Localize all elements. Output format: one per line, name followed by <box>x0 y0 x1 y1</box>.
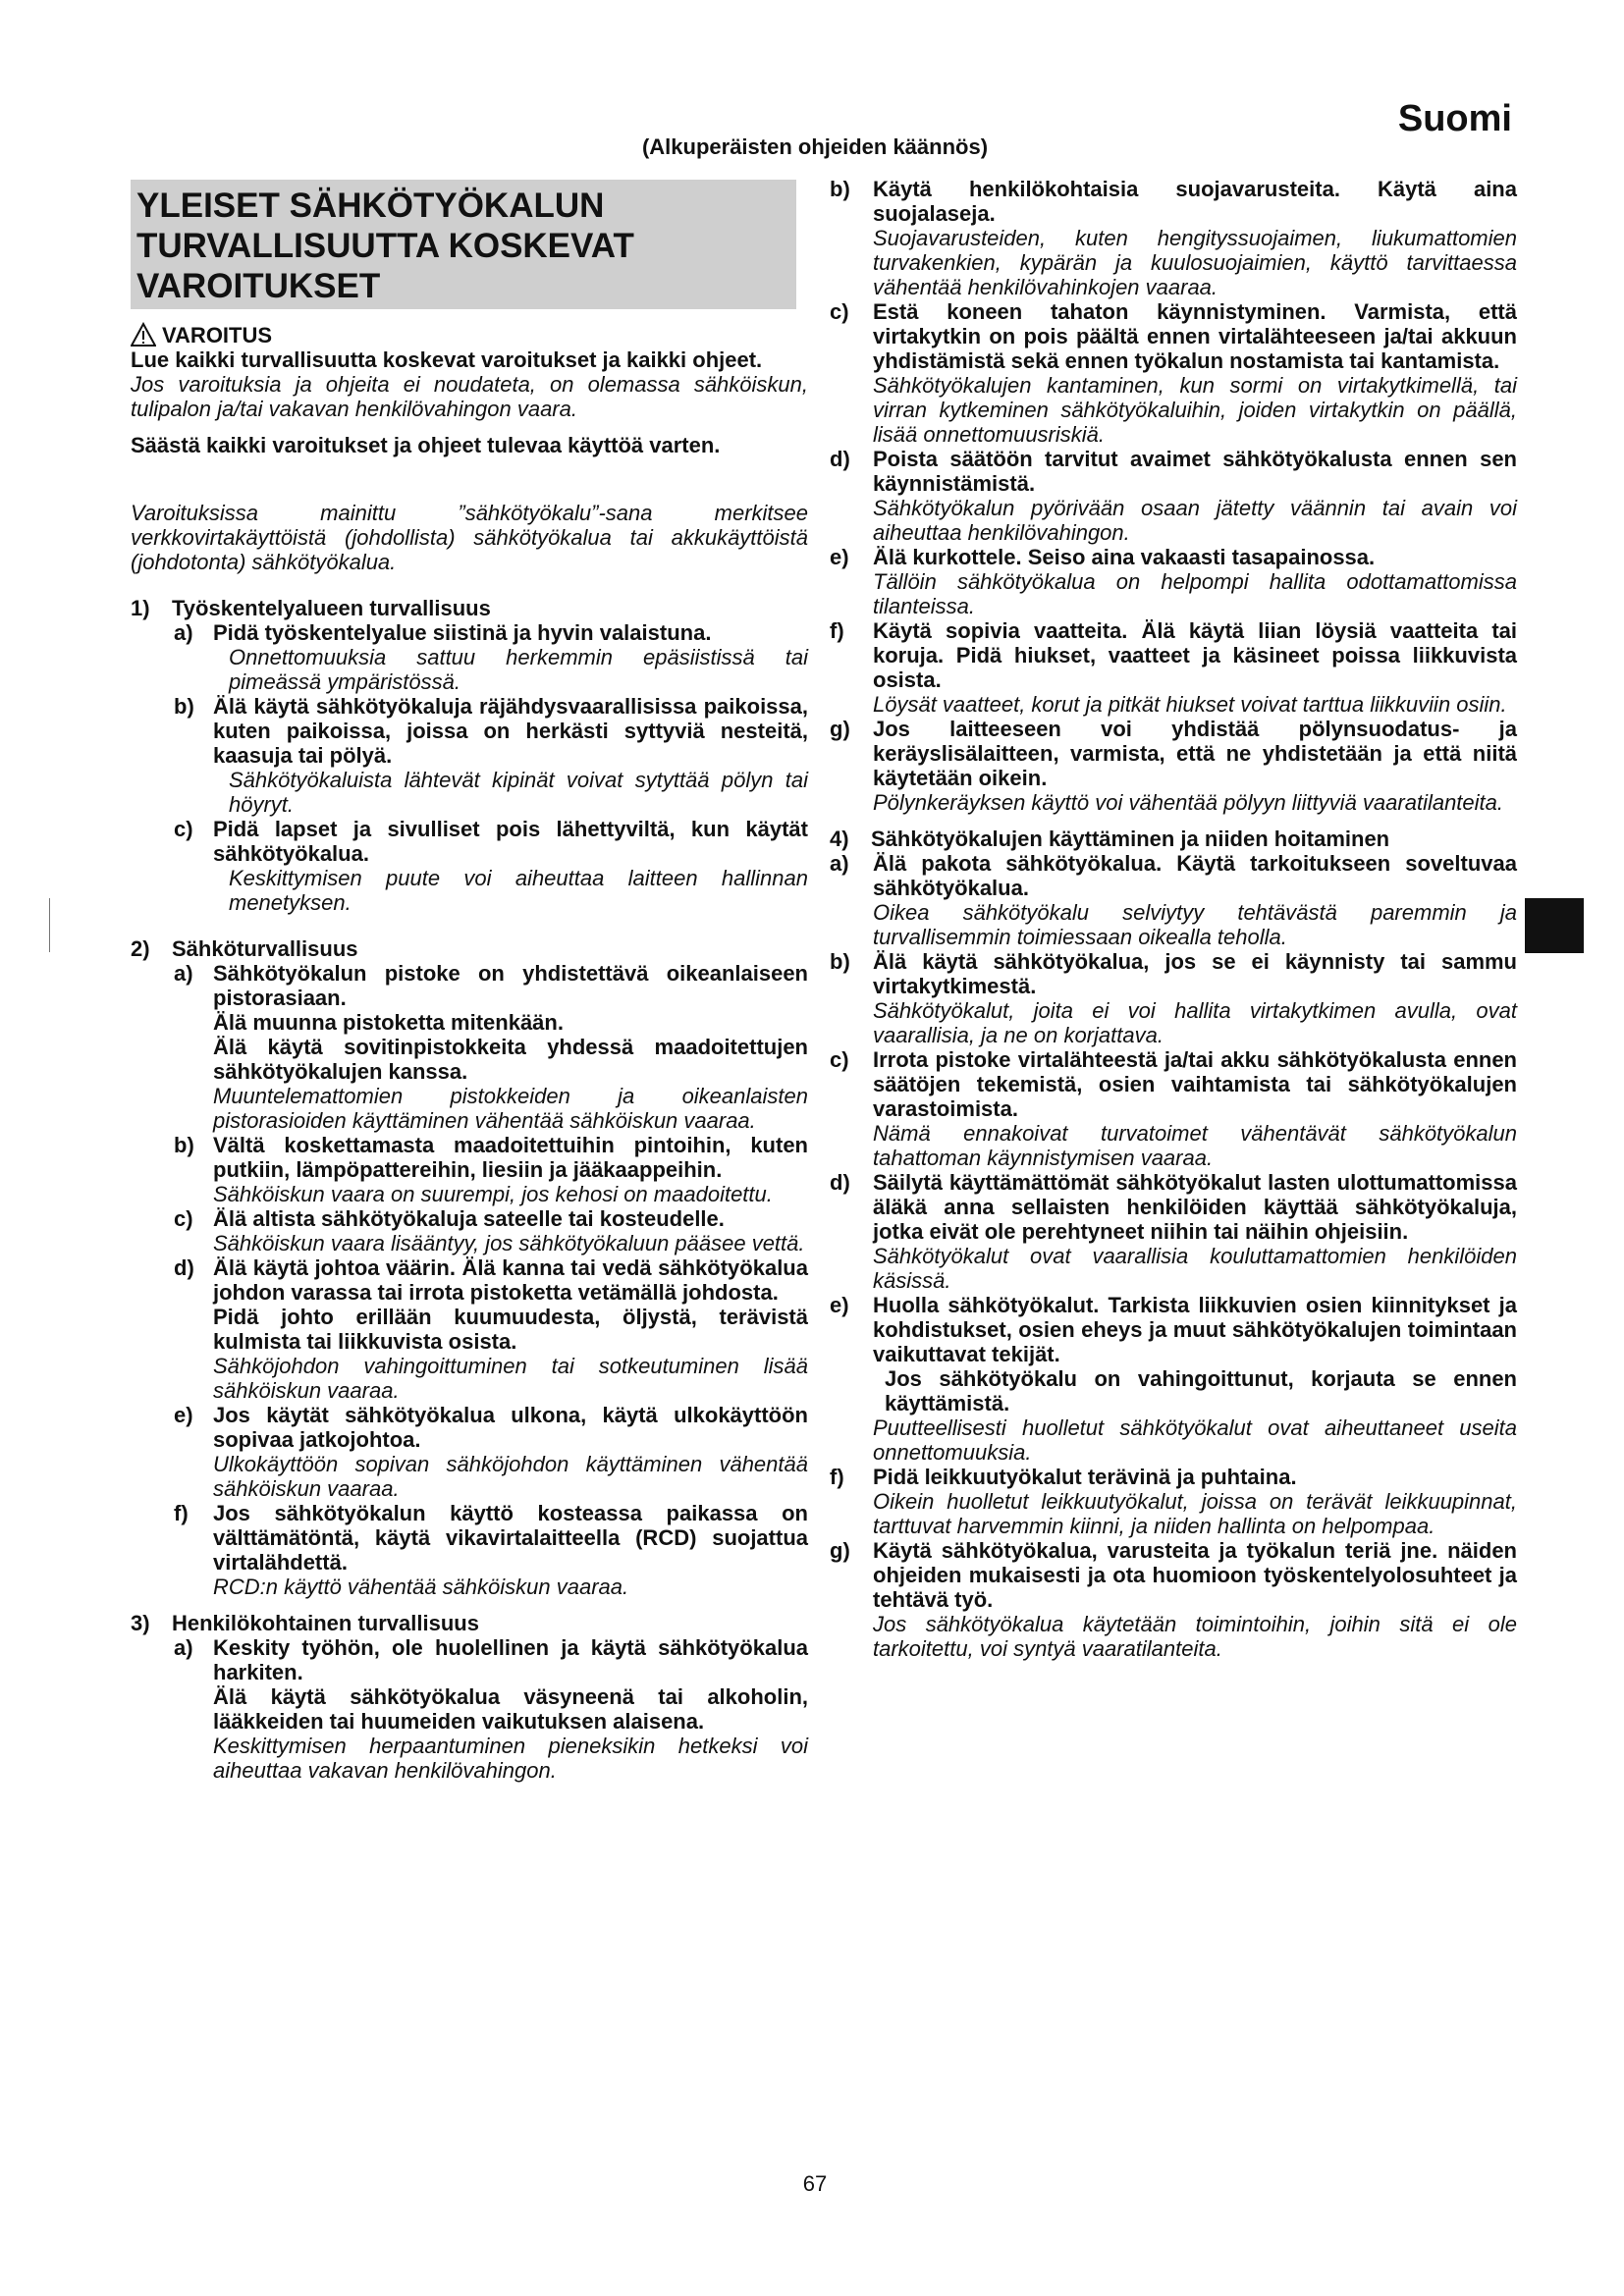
save-instruction: Säästä kaikki varoitukset ja ohjeet tulevaa käyttöä varten. <box>131 433 721 457</box>
item-text: Poista säätöön tarvitut avaimet sähkötyökalusta ennen sen käynnistämistä. <box>873 447 1517 496</box>
item-note: Sähkötyökalut, joita ei voi hallita virtakytkimen avulla, ovat vaarallisia, ja ne on korjattava. <box>873 998 1517 1047</box>
item-note: Sähkötyökalut ovat vaarallisia kouluttamattomien henkilöiden käsissä. <box>873 1244 1517 1293</box>
item-label: c) <box>830 1047 849 1072</box>
list-item <box>830 1293 1517 1366</box>
item-note: Oikea sähkötyökalu selviytyy tehtävästä paremmin ja turvallisemmin toimiessaan oikealla teholla. <box>873 900 1517 949</box>
item-label: g) <box>830 717 850 741</box>
item-text: Käytä henkilökohtaisia suojavarusteita. Käytä aina suojalaseja. <box>873 177 1517 226</box>
item-label: c) <box>830 299 849 324</box>
item-text: Pidä työskentelyalue siistinä ja hyvin valaistuna. <box>213 620 712 645</box>
list-item <box>830 545 1517 618</box>
list-item <box>830 1047 1517 1170</box>
item-label: e) <box>174 1403 193 1427</box>
item-note: Pölynkeräyksen käyttö voi vähentää pölyyn liittyviä vaaratilanteita. <box>873 790 1504 815</box>
section-title: Sähköturvallisuus <box>172 936 358 961</box>
list-item <box>131 1403 808 1501</box>
item-label: a) <box>174 620 193 645</box>
item-text: Älä kurkottele. Seiso aina vakaasti tasapainossa. <box>873 545 1376 569</box>
list-item <box>131 1501 808 1599</box>
item-note: Puutteellisesti huolletut sähkötyökalut ovat aiheuttaneet useita onnettomuuksia. <box>873 1415 1517 1465</box>
item-text: Älä käytä sähkötyökalua väsyneenä tai alkoholin, lääkkeiden tai huumeiden vaikutuksen alaisena. <box>213 1684 808 1734</box>
list-item <box>830 1465 1517 1538</box>
item-note: Keskittymisen puute voi aiheuttaa laitteen hallinnan menetyksen. <box>229 866 808 915</box>
item-label: e) <box>830 545 849 569</box>
margin-line <box>49 898 50 952</box>
item-note: Sähkötyökalujen kantaminen, kun sormi on virtakytkimellä, tai virran kytkeminen sähkötyökaluihin, joiden virtakytkin on päällä, lisää onnettomuusriskiä. <box>873 373 1517 447</box>
section-heading <box>131 596 808 620</box>
section-number: 3) <box>131 1611 150 1635</box>
item-label: c) <box>174 817 193 841</box>
item-note: Sähköiskun vaara lisääntyy, jos sähkötyökaluun pääsee vettä. <box>213 1231 805 1255</box>
item-label: a) <box>174 961 193 986</box>
item-text: Käytä sähkötyökalua, varusteita ja työkalun teriä jne. näiden ohjeiden mukaisesti ja ota huomioon työskentelyolosuhteet ja tehtävä työ. <box>873 1538 1517 1612</box>
left-column <box>131 322 808 1783</box>
list-item <box>830 1170 1517 1293</box>
read-all-note: Jos varoituksia ja ohjeita ei noudateta, on olemassa sähköiskun, tulipalon ja/tai vakavan henkilövahingon vaara. <box>131 372 808 421</box>
item-text: Älä pakota sähkötyökalua. Käytä tarkoitukseen soveltuvaa sähkötyökalua. <box>873 851 1517 900</box>
list-item <box>830 447 1517 545</box>
item-note: Sähköjohdon vahingoittuminen tai sotkeutuminen lisää sähköiskun vaaraa. <box>213 1354 808 1403</box>
item-text: Estä koneen tahaton käynnistyminen. Varmista, että virtakytkin on pois päältä ennen virtalähteeseen ja/tai akkuun yhdistämistä sekä ennen työkalun nostamista tai kantamista. <box>873 299 1517 373</box>
item-text: Jos käytät sähkötyökalua ulkona, käytä ulkokäyttöön sopivaa jatkojohtoa. <box>213 1403 808 1452</box>
item-text: Säilytä käyttämättömät sähkötyökalut lasten ulottumattomissa äläkä anna sellaisten henkilöiden käyttää sähkötyökaluja, jotka eivät ole perehtyneet niihin tai näihin ohjeisiin. <box>873 1170 1517 1244</box>
list-item <box>131 1255 808 1403</box>
item-text: Pidä leikkuutyökalut terävinä ja puhtaina. <box>873 1465 1297 1489</box>
item-text: Käytä sopivia vaatteita. Älä käytä liian löysiä vaatteita tai koruja. Pidä hiukset, vaatteet ja käsineet poissa liikkuvista osista. <box>873 618 1517 692</box>
warning-triangle-icon <box>131 322 156 347</box>
item-label: b) <box>174 1133 194 1157</box>
right-column <box>830 177 1517 1661</box>
list-item <box>131 1635 808 1734</box>
item-label: b) <box>830 177 850 201</box>
item-text: Huolla sähkötyökalut. Tarkista liikkuvien osien kiinnitykset ja kohdistukset, osien eheys ja muut sähkötyökalujen toimintaan vaikuttavat tekijät. <box>873 1293 1517 1366</box>
item-label: a) <box>174 1635 193 1660</box>
item-text: Jos laitteeseen voi yhdistää pölynsuodatus- ja keräyslisälaitteen, varmista, että ne yhdistetään ja että niitä käytetään oikein. <box>873 717 1517 790</box>
list-item <box>131 1206 808 1255</box>
item-note: Nämä ennakoivat turvatoimet vähentävät sähkötyökalun tahattoman käynnistymisen vaaraa. <box>873 1121 1517 1170</box>
item-note: Sähkötyökaluista lähtevät kipinät voivat sytyttää pölyn tai höyryt. <box>229 768 808 817</box>
title-line: TURVALLISUUTTA KOSKEVAT <box>136 227 634 265</box>
item-note: Ulkokäyttöön sopivan sähköjohdon käyttäminen vähentää sähköiskun vaaraa. <box>213 1452 808 1501</box>
translation-note: (Alkuperäisten ohjeiden käännös) <box>641 134 989 159</box>
title-box <box>131 180 796 309</box>
item-text: Älä käytä sähkötyökaluja räjähdysvaarallisissa paikoissa, kuten paikoissa, joissa on herkästi syttyviä nesteitä, kaasuja tai pölyä. <box>213 694 808 768</box>
item-note: RCD:n käyttö vähentää sähköiskun vaaraa. <box>213 1575 629 1599</box>
item-label: g) <box>830 1538 850 1563</box>
item-text: Sähkötyökalun pistoke on yhdistettävä oikeanlaiseen pistorasiaan. <box>213 961 808 1010</box>
item-note: Löysät vaatteet, korut ja pitkät hiukset voivat tarttua liikkuviin osiin. <box>873 692 1507 717</box>
item-note: Tällöin sähkötyökalua on helpompi hallita odottamattomissa tilanteissa. <box>873 569 1517 618</box>
section-heading <box>830 827 1517 851</box>
list-item <box>131 817 808 866</box>
item-label: f) <box>830 1465 844 1489</box>
title-line: VAROITUKSET <box>136 267 381 305</box>
list-item <box>131 961 808 1133</box>
list-item <box>131 620 808 645</box>
item-text: Pidä johto erillään kuumuudesta, öljystä, terävistä kulmista tai liikkuvista osista. <box>213 1305 808 1354</box>
item-note: Onnettomuuksia sattuu herkemmin epäsiistissä tai pimeässä ympäristössä. <box>229 645 808 694</box>
item-label: b) <box>830 949 850 974</box>
section-number: 2) <box>131 936 150 961</box>
item-text: Älä käytä sähkötyökalua, jos se ei käynnisty tai sammu virtakytkimestä. <box>873 949 1517 998</box>
list-item <box>830 618 1517 717</box>
section-heading <box>131 1611 808 1635</box>
item-note: Oikein huolletut leikkuutyökalut, joissa on terävät leikkuupinnat, tarttuvat harvemmin kiinni, ja niiden hallinta on helpompaa. <box>873 1489 1517 1538</box>
warning-heading <box>131 322 808 347</box>
warning-label: VAROITUS <box>162 322 273 347</box>
item-text: Älä käytä johtoa väärin. Älä kanna tai vedä sähkötyökalua johdon varassa tai irrota pistoketta vetämällä johdosta. <box>213 1255 808 1305</box>
item-text: Jos sähkötyökalu on vahingoittunut, korjauta se ennen käyttämistä. <box>885 1366 1517 1415</box>
item-text: Pidä lapset ja sivulliset pois lähettyviltä, kun käytät sähkötyökalua. <box>213 817 808 866</box>
item-label: d) <box>830 447 850 471</box>
item-text: Älä muunna pistoketta mitenkään. <box>213 1010 564 1035</box>
list-item <box>830 949 1517 1047</box>
list-item <box>131 1133 808 1206</box>
item-text: Älä altista sähkötyökaluja sateelle tai kosteudelle. <box>213 1206 725 1231</box>
item-text: Jos sähkötyökalun käyttö kosteassa paikassa on välttämätöntä, käytä vikavirtalaitteella (RCD) suojattua virtalähdettä. <box>213 1501 808 1575</box>
section-title: Sähkötyökalujen käyttäminen ja niiden hoitaminen <box>871 827 1390 851</box>
item-text: Vältä koskettamasta maadoitettuihin pintoihin, kuten putkiin, lämpöpattereihin, liesiin ja jääkaappeihin. <box>213 1133 808 1182</box>
list-item <box>830 1538 1517 1661</box>
section-number: 1) <box>131 596 150 620</box>
list-item <box>830 851 1517 949</box>
language-label: Suomi <box>1397 98 1512 139</box>
list-item <box>830 299 1517 447</box>
item-label: d) <box>830 1170 850 1195</box>
item-note: Sähkötyökalun pyörivään osaan jätetty väännin tai avain voi aiheuttaa henkilövahingon. <box>873 496 1517 545</box>
item-note: Suojavarusteiden, kuten hengityssuojaimen, liukumattomien turvakenkien, kypärän ja kuulosuojaimien, käyttö tarvittaessa vähentää henkilövahinkojen vaaraa. <box>873 226 1517 299</box>
definition-text: Varoituksissa mainittu ”sähkötyökalu”-sana merkitsee verkkovirtakäyttöistä (johdollista) sähkötyökalua tai akkukäyttöistä (johdotonta) sähkötyökalua. <box>131 501 808 574</box>
item-label: a) <box>830 851 849 876</box>
item-note: Muuntelemattomien pistokkeiden ja oikeanlaisten pistorasioiden käyttäminen vähentää sähköiskun vaaraa. <box>213 1084 808 1133</box>
page-number: 67 <box>802 2171 828 2196</box>
section-title: Henkilökohtainen turvallisuus <box>172 1611 479 1635</box>
item-text: Irrota pistoke virtalähteestä ja/tai akku sähkötyökalusta ennen säätöjen tekemistä, osien vaihtamista tai sähkötyökalujen varastoimista. <box>873 1047 1517 1121</box>
item-text: Keskity työhön, ole huolellinen ja käytä sähkötyökalua harkiten. <box>213 1635 808 1684</box>
section-heading <box>131 936 808 961</box>
item-label: c) <box>174 1206 193 1231</box>
section-number: 4) <box>830 827 849 851</box>
item-note: Keskittymisen herpaantuminen pieneksikin hetkeksi voi aiheuttaa vakavan henkilövahingon. <box>213 1734 808 1783</box>
list-item <box>830 717 1517 815</box>
item-note: Sähköiskun vaara on suurempi, jos kehosi on maadoitettu. <box>213 1182 773 1206</box>
item-label: d) <box>174 1255 194 1280</box>
section-title: Työskentelyalueen turvallisuus <box>172 596 491 620</box>
item-note: Jos sähkötyökalua käytetään toimintoihin, joihin sitä ei ole tarkoitettu, voi syntyä vaaratilanteita. <box>873 1612 1517 1661</box>
item-label: b) <box>174 694 194 719</box>
item-label: e) <box>830 1293 849 1317</box>
list-item <box>830 177 1517 299</box>
list-item <box>131 694 808 768</box>
item-label: f) <box>830 618 844 643</box>
item-text: Älä käytä sovitinpistokkeita yhdessä maadoitettujen sähkötyökalujen kanssa. <box>213 1035 808 1084</box>
item-label: f) <box>174 1501 189 1525</box>
read-all-instruction: Lue kaikki turvallisuutta koskevat varoitukset ja kaikki ohjeet. <box>131 347 763 372</box>
title-line: YLEISET SÄHKÖTYÖKALUN <box>136 187 605 225</box>
side-tab-marker <box>1525 898 1584 953</box>
